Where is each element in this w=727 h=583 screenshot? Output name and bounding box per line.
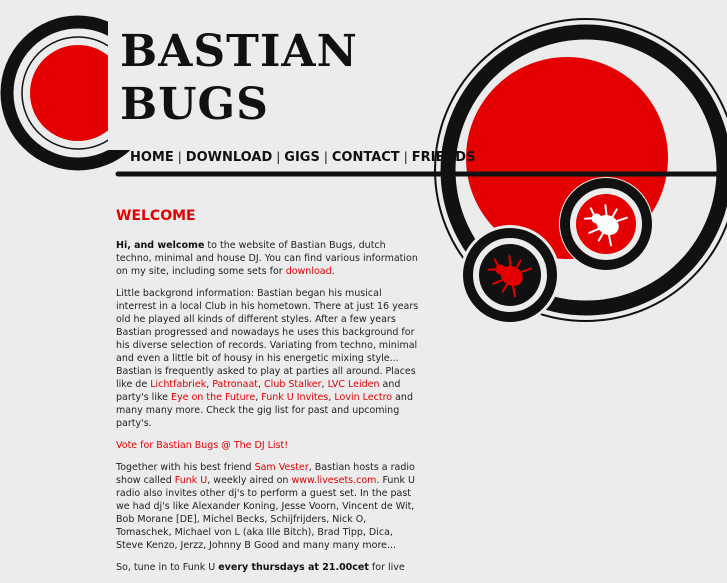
radio-paragraph [116,461,421,552]
nav-contact[interactable]: CONTACT [331,150,400,165]
radio-text-2: , Bastian hosts a radio show called [116,462,415,486]
nav-separator: | [323,150,328,164]
radio-text: Together with his best friend [116,462,255,473]
download-link[interactable]: download [285,266,332,277]
eye-on-the-future-link[interactable]: Eye on the Future [171,392,256,403]
welcome-heading: WELCOME [116,208,196,224]
tune-in-text-end: for live [368,562,405,573]
intro-bold: Hi, and welcome [116,240,205,251]
nav-separator: | [276,150,281,164]
tune-in-text: So, tune in to Funk U [116,562,219,573]
bug-circle-upper [559,177,653,271]
livesets-link[interactable]: www.livesets.com [291,475,377,486]
lovin-lectro-link[interactable]: Lovin Lectro [334,392,393,403]
nav-download[interactable]: DOWNLOAD [185,150,273,165]
nav-friends[interactable]: FRIENDS [411,150,476,165]
lichtfabriek-link[interactable]: Lichtfabriek [150,379,207,390]
club-stalker-link[interactable]: Club Stalker [264,379,322,390]
main-navigation [130,150,475,165]
intro-paragraph [116,239,421,278]
funk-u-invites-link[interactable]: Funk U Invites [261,392,329,403]
vote-paragraph [116,439,421,452]
intro-text-end: . [331,266,335,277]
nav-separator: | [177,150,182,164]
lvc-leiden-link[interactable]: LVC Leiden [327,379,380,390]
background-text: Little backgrond information: Bastian began his musical interrest in a local Club in his hometown. There at just 16 years old he played all kinds of different styles. After a few years Bastian progressed and nowadays he uses this background for his diverse selection of records. Variating from techno, minimal and even a little bit of housy in his energetic mixing style... Bastian is frequently asked to play at parties all around. Places like de [116,288,419,390]
tune-in-paragraph [116,561,421,574]
logo-title-line1: BASTIAN [120,26,358,77]
background-text-3: and many many more. Check the gig list for past and upcoming party's. [116,392,413,429]
patronaat-link[interactable]: Patronaat [212,379,258,390]
logo-title-line2: BUGS [120,79,269,130]
vote-link[interactable]: Vote for Bastian Bugs @ The DJ List! [116,440,289,451]
funk-u-link[interactable]: Funk U [174,475,208,486]
nav-home[interactable]: HOME [130,150,174,165]
radio-text-4: . Funk U radio also invites other dj's to perform a guest set. In the past we had dj's like Alexander Koning, Jesse Voorn, Vincent de Wit, Bob Morane [DE], Michel Becks, Schijfrijders, Nick O, Tomaschek, Michael von L (aka Ille Bitch), Brad Tipp, Dica, Steve Kenzo, Jerzz, Johnny B Good and many many more... [116,475,415,551]
radio-text-3: , weekly aired on [207,475,292,486]
welcome-content [116,207,421,583]
nav-separator: | [403,150,408,164]
bug-circle-lower [460,225,560,325]
tune-in-bold: every thursdays at 21.00cet [218,562,369,573]
intro-text: to the website of Bastian Bugs, dutch techno, minimal and house DJ. You can find various information on my site, including some sets for [116,240,418,277]
nav-gigs[interactable]: GIGS [284,150,320,165]
background-paragraph: Little backgrond information: Bastian began his musical interrest in a local Club in his hometown. There at just 16 years old he played all kinds of different styles. After a few years Bastian progressed and nowadays he uses this background for his diverse selection of records. Variating from techno, minimal and even a little bit of housy in his energetic mixing style... Bastian is frequently asked to play at parties all around. Places like de Lichtfabriek, Patronaat, Club Stalker, LVC Leiden and party's like Eye on the Future, Funk U Invites, Lovin Lectro and many many more. Check the gig list for past and upcoming party's. [116,288,419,429]
background-text-2: and party's like [116,379,401,403]
sam-vester-link[interactable]: Sam Vester [254,462,309,473]
